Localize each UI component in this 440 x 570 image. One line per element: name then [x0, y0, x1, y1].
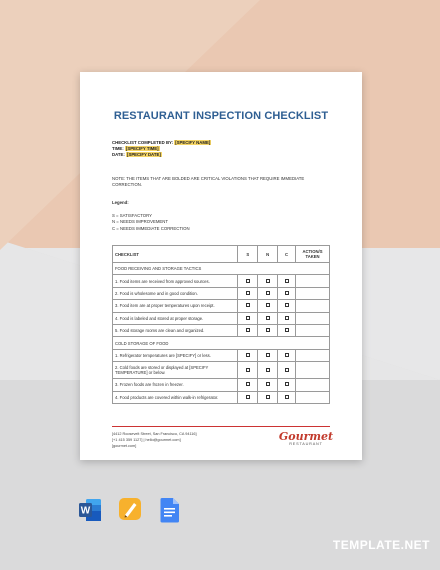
pages-icon[interactable]	[118, 497, 142, 523]
section-title: COLD STORAGE OF FOOD	[113, 337, 330, 349]
checkbox-c[interactable]	[285, 303, 289, 307]
footer-divider	[112, 426, 330, 427]
checkbox-n[interactable]	[266, 395, 270, 399]
brand-logo	[276, 430, 336, 446]
checkbox-n[interactable]	[266, 316, 270, 320]
checkbox-s[interactable]	[246, 316, 250, 320]
checklist-item: 3. Frozen foods are frozen in freezer.	[113, 379, 238, 391]
legend-item: N = NEEDS IMPROVEMENT	[112, 219, 168, 224]
checkbox-s[interactable]	[246, 395, 250, 399]
section-row	[113, 263, 330, 275]
checkbox-s[interactable]	[246, 303, 250, 307]
checkbox-s[interactable]	[246, 291, 250, 295]
checkbox-n[interactable]	[266, 353, 270, 357]
legend-heading: Legend:	[112, 200, 129, 205]
checkbox-n[interactable]	[266, 382, 270, 386]
checkbox-c[interactable]	[285, 368, 289, 372]
header-checklist: CHECKLIST	[113, 246, 238, 263]
table-row	[113, 379, 330, 391]
checklist-item: 5. Food storage rooms are clean and organized.	[113, 324, 238, 336]
brand-name: Gourmet	[278, 430, 334, 443]
date-label: DATE:	[112, 152, 125, 157]
footer-address: [4412 Roosevelt Street, San Francisco, CA 94116]	[112, 432, 197, 436]
checklist-item: 1. Food items are received from approved sources.	[113, 275, 238, 287]
checkbox-n[interactable]	[266, 291, 270, 295]
action-cell[interactable]	[296, 300, 330, 312]
footer-address-block	[112, 431, 197, 449]
checkbox-c[interactable]	[285, 353, 289, 357]
action-cell[interactable]	[296, 379, 330, 391]
date-value: [SPECIFY DATE]	[127, 152, 161, 157]
action-cell[interactable]	[296, 391, 330, 403]
completed-by-label: CHECKLIST COMPLETED BY:	[112, 140, 174, 145]
action-cell[interactable]	[296, 312, 330, 324]
checkbox-c[interactable]	[285, 382, 289, 386]
action-cell[interactable]	[296, 275, 330, 287]
table-row	[113, 287, 330, 299]
table-row	[113, 312, 330, 324]
meta-block	[112, 140, 211, 158]
table-row	[113, 362, 330, 379]
checkbox-c[interactable]	[285, 291, 289, 295]
footer-site: [gourmet.com]	[112, 444, 137, 448]
checklist-table	[112, 245, 330, 404]
checkbox-n[interactable]	[266, 368, 270, 372]
document-page	[80, 72, 362, 460]
time-value: [SPECIFY TIME]	[125, 146, 159, 151]
footer-contact: [+1 415 359 1127] | hello@gourmet.com]	[112, 438, 181, 442]
section-title: FOOD RECEIVING AND STORAGE TACTICS	[113, 263, 330, 275]
checkbox-c[interactable]	[285, 279, 289, 283]
section-row	[113, 337, 330, 349]
checkbox-n[interactable]	[266, 328, 270, 332]
watermark: TEMPLATE.NET	[332, 538, 430, 552]
time-label: TIME:	[112, 146, 124, 151]
critical-note: NOTE: THE ITEMS THAT ARE BOLDED ARE CRITICAL VIOLATIONS THAT REQUIRE IMMEDIATE CORRECTION.	[112, 176, 305, 187]
checklist-item: 1. Refrigerator temperatures are [SPECIFY] or less.	[113, 349, 238, 361]
document-title: RESTAURANT INSPECTION CHECKLIST	[113, 110, 329, 122]
table-row	[113, 391, 330, 403]
legend-item: C = NEEDS IMMEDIATE CORRECTION	[112, 225, 190, 231]
checkbox-s[interactable]	[246, 368, 250, 372]
table-row	[113, 349, 330, 361]
action-cell[interactable]	[296, 349, 330, 361]
completed-by-value: [SPECIFY NAME]	[175, 140, 211, 145]
checklist-item: 4. Food is labeled and stored at proper storage.	[113, 312, 238, 324]
checkbox-n[interactable]	[266, 303, 270, 307]
header-action: ACTION/S TAKEN	[296, 246, 330, 263]
legend	[112, 200, 190, 232]
checkbox-s[interactable]	[246, 353, 250, 357]
table-row	[113, 324, 330, 336]
checklist-item: 2. Food is wholesome and in good condition.	[113, 287, 238, 299]
checkbox-s[interactable]	[246, 279, 250, 283]
checklist-item: 2. Cold foods are stored or displayed at [SPECIFY TEMPERATURE] or below.	[113, 362, 238, 379]
table-row	[113, 275, 330, 287]
legend-item: S = SATISFACTORY	[112, 212, 152, 218]
action-cell[interactable]	[296, 287, 330, 299]
brand-subtitle: RESTAURANT	[289, 442, 323, 446]
table-row	[113, 300, 330, 312]
checkbox-c[interactable]	[285, 316, 289, 320]
action-cell[interactable]	[296, 362, 330, 379]
checkbox-c[interactable]	[285, 328, 289, 332]
header-c: C	[278, 246, 296, 263]
google-docs-icon[interactable]	[158, 497, 182, 523]
checkbox-c[interactable]	[285, 395, 289, 399]
checkbox-s[interactable]	[246, 328, 250, 332]
header-n: N	[258, 246, 278, 263]
word-icon[interactable]	[78, 497, 102, 523]
action-cell[interactable]	[296, 324, 330, 336]
svg-text:W: W	[80, 505, 91, 517]
checkbox-n[interactable]	[266, 279, 270, 283]
checkbox-s[interactable]	[246, 382, 250, 386]
checklist-item: 3. Food item are at proper temperatures upon receipt.	[113, 300, 238, 312]
table-header-row	[113, 246, 330, 263]
checklist-item: 4. Food products are covered within walk-in refrigerator.	[113, 391, 238, 403]
header-s: S	[238, 246, 258, 263]
